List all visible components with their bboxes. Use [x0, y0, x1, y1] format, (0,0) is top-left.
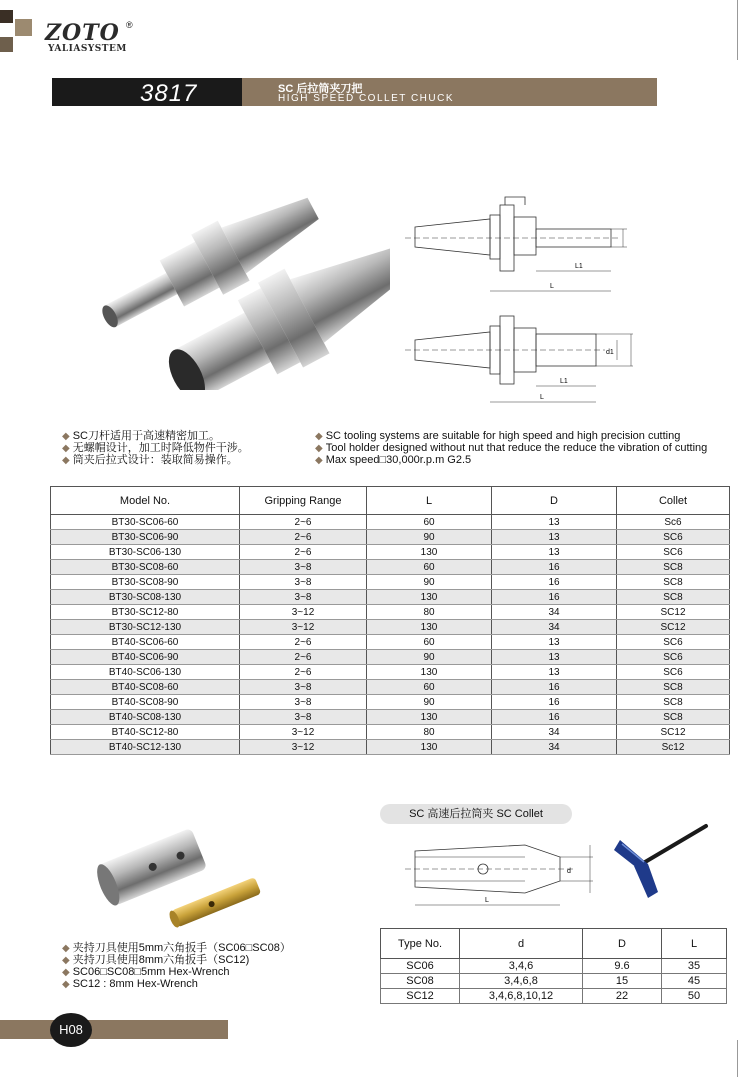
table-row: [51, 620, 730, 635]
cell-grip: 3~12: [240, 605, 367, 620]
table-row: [51, 710, 730, 725]
cell-grip: 3~8: [240, 695, 367, 710]
table-row: [51, 530, 730, 545]
table-row: [51, 665, 730, 680]
cell-d: 16: [492, 710, 617, 725]
cell-grip: 2~6: [240, 515, 367, 530]
tool-holder-photo: [80, 180, 390, 390]
dim-L1-label-2: L1: [560, 378, 568, 385]
cell-l: 130: [367, 665, 492, 680]
collet-cell-L: 50: [662, 989, 727, 1004]
cell-grip: 3~12: [240, 740, 367, 755]
cell-grip: 3~8: [240, 560, 367, 575]
logo-square-dark: [0, 10, 13, 23]
cell-grip: 2~6: [240, 635, 367, 650]
collet-photo: [92, 815, 272, 930]
cell-model: BT30-SC08-130: [51, 590, 240, 605]
cell-l: 90: [367, 575, 492, 590]
cell-d: 13: [492, 635, 617, 650]
cell-model: BT30-SC06-130: [51, 545, 240, 560]
cell-collet: Sc6: [617, 515, 730, 530]
table-row: [51, 650, 730, 665]
dim-L-label: L: [550, 283, 554, 290]
cell-model: BT40-SC12-130: [51, 740, 240, 755]
cell-l: 130: [367, 710, 492, 725]
cell-grip: 2~6: [240, 665, 367, 680]
cell-model: BT30-SC06-60: [51, 515, 240, 530]
page-number: H08: [50, 1013, 92, 1047]
collet-cell-type: SC08: [381, 974, 460, 989]
brand-subtitle: YALIASYSTEM: [48, 44, 127, 54]
cell-grip: 2~6: [240, 650, 367, 665]
header-collet: Collet: [617, 487, 730, 515]
collet-drawing: [405, 835, 610, 915]
cell-grip: 3~8: [240, 590, 367, 605]
cell-model: BT40-SC06-90: [51, 650, 240, 665]
cell-l: 90: [367, 650, 492, 665]
table-row: [51, 680, 730, 695]
bullet-diamond-icon: ◆: [62, 967, 70, 978]
cell-model: BT30-SC12-130: [51, 620, 240, 635]
bullet-diamond-icon: ◆: [62, 455, 70, 466]
table-row: [51, 575, 730, 590]
cell-collet: SC8: [617, 590, 730, 605]
table-row: [51, 695, 730, 710]
bullet-diamond-icon: ◆: [315, 443, 323, 454]
cell-d: 34: [492, 725, 617, 740]
cell-grip: 3~12: [240, 620, 367, 635]
feature-cn-3: ◆ 筒夹后拉式设计：装取简易操作。: [62, 454, 238, 466]
cell-l: 90: [367, 695, 492, 710]
cell-l: 90: [367, 530, 492, 545]
registered-mark: ®: [126, 20, 133, 30]
edge-line-bottom: [737, 1040, 738, 1077]
feature-en-1: ◆ SC tooling systems are suitable for high speed and high precision cutting: [315, 430, 681, 442]
cell-model: BT30-SC08-60: [51, 560, 240, 575]
brand-logo: ZOTO: [45, 20, 120, 46]
cell-collet: SC8: [617, 575, 730, 590]
logo-square-light: [15, 19, 32, 36]
cell-d: 16: [492, 575, 617, 590]
cell-model: BT40-SC06-130: [51, 665, 240, 680]
cell-collet: SC6: [617, 650, 730, 665]
bullet-diamond-icon: ◆: [62, 443, 70, 454]
dim-L-label-2: L: [540, 394, 544, 401]
header-model-no: Model No.: [51, 487, 240, 515]
cell-model: BT40-SC06-60: [51, 635, 240, 650]
cell-d: 16: [492, 590, 617, 605]
product-number: 3817: [140, 80, 198, 107]
cell-d: 34: [492, 605, 617, 620]
table-row: [51, 605, 730, 620]
cell-grip: 2~6: [240, 545, 367, 560]
product-title-en: HIGH SPEED COLLET CHUCK: [278, 93, 455, 104]
edge-line-top: [737, 0, 738, 60]
cell-l: 130: [367, 590, 492, 605]
spec-table-header: [51, 487, 730, 515]
technical-drawing-bottom: [405, 310, 640, 408]
bullet-diamond-icon: ◆: [62, 943, 70, 954]
collet-note-3: ◆ SC06□SC08□5mm Hex-Wrench: [62, 966, 230, 978]
table-row: [51, 515, 730, 530]
bullet-diamond-icon: ◆: [62, 979, 70, 990]
header-D-big: D: [583, 929, 662, 959]
cell-collet: SC12: [617, 725, 730, 740]
spec-table: [50, 486, 730, 755]
cell-l: 60: [367, 635, 492, 650]
table-row: [51, 590, 730, 605]
hex-wrench-photo: [600, 820, 715, 905]
cell-model: BT30-SC12-80: [51, 605, 240, 620]
header-type-no: Type No.: [381, 929, 460, 959]
cell-d: 13: [492, 650, 617, 665]
collet-dim-d-label: d: [567, 868, 571, 875]
cell-model: BT40-SC08-60: [51, 680, 240, 695]
cell-grip: 3~8: [240, 575, 367, 590]
collet-dim-L-label: L: [485, 897, 489, 904]
cell-collet: SC6: [617, 665, 730, 680]
cell-l: 80: [367, 725, 492, 740]
feature-cn-1: ◆ SC刀杆适用于高速精密加工。: [62, 430, 220, 442]
bullet-diamond-icon: ◆: [62, 431, 70, 442]
cell-collet: SC6: [617, 545, 730, 560]
cell-d: 16: [492, 680, 617, 695]
cell-d: 13: [492, 530, 617, 545]
collet-table-header: [381, 929, 727, 959]
collet-cell-L: 35: [662, 959, 727, 974]
cell-model: BT40-SC12-80: [51, 725, 240, 740]
feature-cn-2: ◆ 无螺帽设计，加工时降低物件干涉。: [62, 442, 249, 454]
table-row: [51, 725, 730, 740]
feature-en-3: ◆ Max speed□30,000r.p.m G2.5: [315, 454, 472, 466]
cell-l: 130: [367, 620, 492, 635]
cell-d: 13: [492, 545, 617, 560]
collet-cell-D: 9.6: [583, 959, 662, 974]
cell-model: BT30-SC08-90: [51, 575, 240, 590]
bullet-diamond-icon: ◆: [315, 455, 323, 466]
header-d: D: [492, 487, 617, 515]
collet-cell-D: 15: [583, 974, 662, 989]
cell-grip: 3~12: [240, 725, 367, 740]
cell-d: 34: [492, 620, 617, 635]
cell-collet: Sc12: [617, 740, 730, 755]
collet-note-2: ◆ 夹持刀具使用8mm六角扳手（SC12): [62, 954, 250, 966]
product-title-cn: SC 后拉筒夹刀把: [278, 83, 363, 95]
header-d-small: d: [460, 929, 583, 959]
cell-l: 60: [367, 680, 492, 695]
collet-cell-d: 3,4,6,8,10,12: [460, 989, 583, 1004]
table-row: [51, 560, 730, 575]
cell-collet: SC6: [617, 635, 730, 650]
table-row: [51, 635, 730, 650]
collet-cell-type: SC12: [381, 989, 460, 1004]
logo-square-mid: [0, 37, 13, 52]
table-row: [381, 959, 727, 974]
dim-L1-label: L1: [575, 263, 583, 270]
collet-note-1: ◆ 夹持刀具使用5mm六角扳手（SC06□SC08）: [62, 942, 291, 954]
footer-bar: [0, 1020, 228, 1039]
cell-d: 16: [492, 695, 617, 710]
table-row: [51, 545, 730, 560]
technical-drawing-top: [405, 195, 635, 300]
table-row: [51, 740, 730, 755]
bullet-diamond-icon: ◆: [315, 431, 323, 442]
header-gripping-range: Gripping Range: [240, 487, 367, 515]
collet-section-caption: SC 高速后拉筒夹 SC Collet: [380, 804, 572, 824]
cell-collet: SC8: [617, 695, 730, 710]
cell-grip: 2~6: [240, 530, 367, 545]
cell-l: 130: [367, 545, 492, 560]
cell-collet: SC8: [617, 680, 730, 695]
bullet-diamond-icon: ◆: [62, 955, 70, 966]
cell-l: 130: [367, 740, 492, 755]
cell-model: BT40-SC08-90: [51, 695, 240, 710]
collet-cell-L: 45: [662, 974, 727, 989]
cell-collet: SC12: [617, 620, 730, 635]
cell-d: 13: [492, 665, 617, 680]
header-L-collet: L: [662, 929, 727, 959]
collet-table: [380, 928, 727, 1004]
cell-model: BT40-SC08-130: [51, 710, 240, 725]
cell-collet: SC8: [617, 710, 730, 725]
cell-d: 16: [492, 560, 617, 575]
collet-cell-type: SC06: [381, 959, 460, 974]
cell-grip: 3~8: [240, 710, 367, 725]
cell-l: 60: [367, 515, 492, 530]
table-row: [381, 989, 727, 1004]
cell-collet: SC12: [617, 605, 730, 620]
dim-d1-label: d1: [606, 349, 614, 356]
cell-l: 80: [367, 605, 492, 620]
cell-l: 60: [367, 560, 492, 575]
cell-d: 13: [492, 515, 617, 530]
cell-model: BT30-SC06-90: [51, 530, 240, 545]
cell-grip: 3~8: [240, 680, 367, 695]
cell-collet: SC8: [617, 560, 730, 575]
table-row: [381, 974, 727, 989]
feature-en-2: ◆ Tool holder designed without nut that reduce the reduce the vibration of cutting: [315, 442, 708, 454]
cell-collet: SC6: [617, 530, 730, 545]
collet-cell-D: 22: [583, 989, 662, 1004]
collet-cell-d: 3,4,6: [460, 959, 583, 974]
cell-d: 34: [492, 740, 617, 755]
header-l: L: [367, 487, 492, 515]
collet-note-4: ◆ SC12 : 8mm Hex-Wrench: [62, 978, 198, 990]
collet-cell-d: 3,4,6,8: [460, 974, 583, 989]
